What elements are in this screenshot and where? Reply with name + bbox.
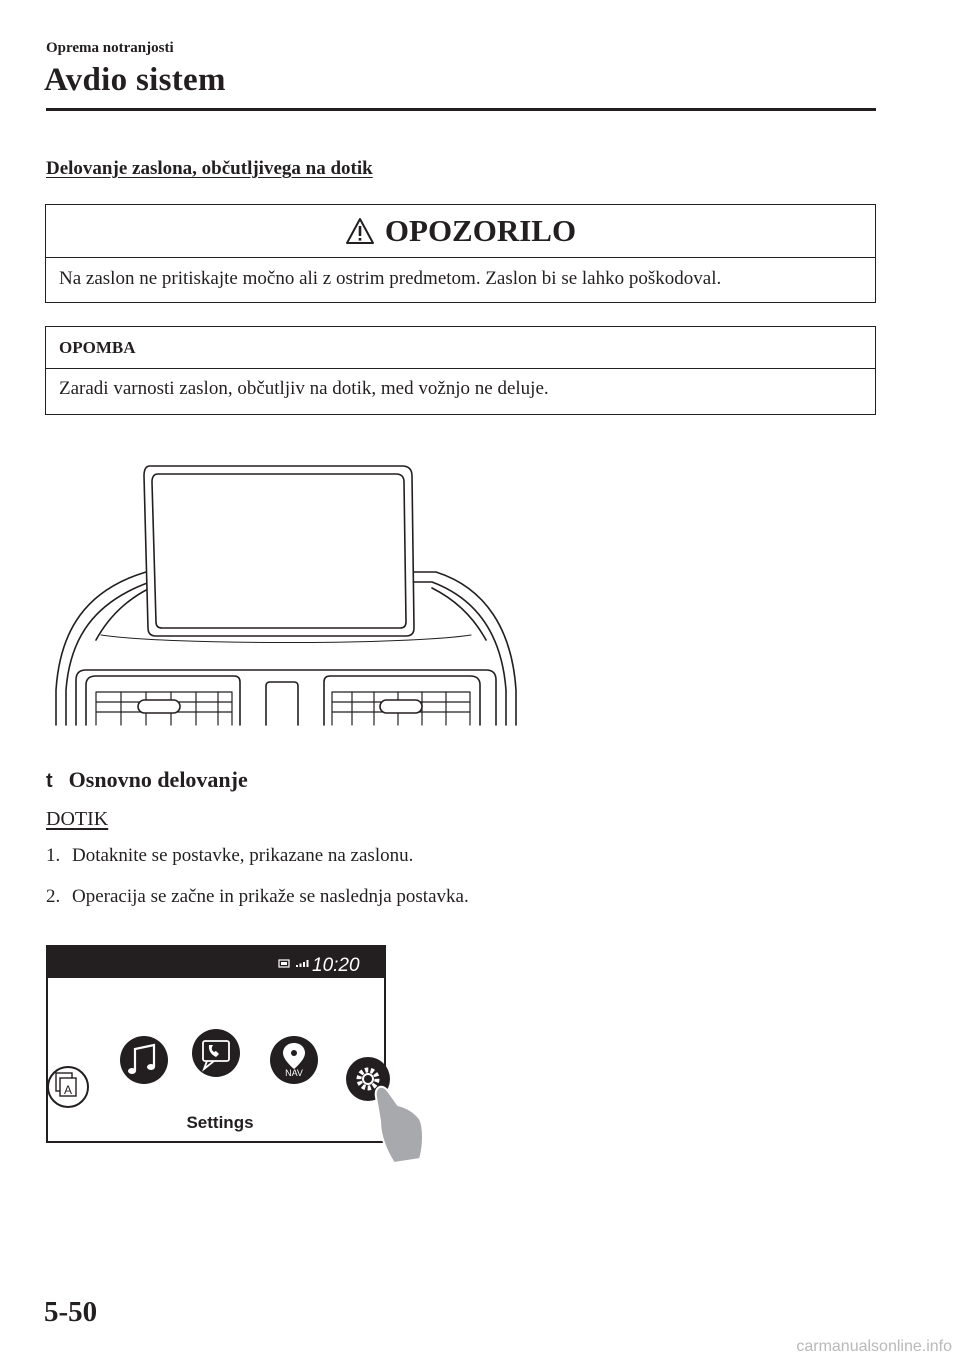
title-rule bbox=[46, 108, 876, 111]
finger-illustration bbox=[376, 1087, 423, 1163]
subheading: Delovanje zaslona, občutljivega na dotik bbox=[46, 158, 373, 179]
warning-title: OPOZORILO bbox=[384, 213, 577, 248]
warning-text: Na zaslon ne pritiskajte močno ali z ostrim predmetom. Zaslon bi se lahko poškodoval. bbox=[59, 268, 722, 289]
settings-label: Settings bbox=[186, 1113, 254, 1132]
section-title: Osnovno delovanje bbox=[68, 767, 248, 792]
warning-header bbox=[46, 205, 875, 258]
section-label: Oprema notranjosti bbox=[46, 40, 174, 56]
section-marker: t bbox=[46, 770, 53, 792]
applications-icon bbox=[48, 1067, 88, 1107]
step-2 bbox=[46, 886, 469, 908]
app-letter: A bbox=[63, 1083, 73, 1097]
warning-triangle-icon bbox=[345, 217, 375, 245]
step-text: Operacija se začne in prikaže se naslednja postavka. bbox=[72, 886, 469, 907]
nav-label: NAV bbox=[285, 1068, 303, 1078]
touchscreen-illustration bbox=[46, 945, 426, 1165]
display-illustration bbox=[46, 460, 526, 730]
communication-icon bbox=[192, 1029, 240, 1077]
note-text: Zaradi varnosti zaslon, občutljiv na dotik, med vožnjo ne deluje. bbox=[59, 378, 549, 399]
clock-time: 10:20 bbox=[312, 955, 360, 976]
note-title: OPOMBA bbox=[46, 327, 875, 369]
page-number: 5-50 bbox=[44, 1296, 98, 1328]
watermark: carmanualsonline.info bbox=[796, 1338, 952, 1355]
step-number: 1. bbox=[46, 845, 61, 866]
note-box bbox=[45, 326, 876, 415]
section-heading bbox=[46, 767, 248, 793]
step-1 bbox=[46, 845, 413, 867]
page-title: Avdio sistem bbox=[44, 62, 226, 98]
warning-box bbox=[45, 204, 876, 303]
step-text: Dotaknite se postavke, prikazane na zaslonu. bbox=[72, 845, 414, 866]
touch-heading: DOTIK bbox=[46, 808, 109, 830]
navigation-icon bbox=[270, 1036, 318, 1084]
step-number: 2. bbox=[46, 886, 61, 907]
music-icon bbox=[120, 1036, 168, 1084]
